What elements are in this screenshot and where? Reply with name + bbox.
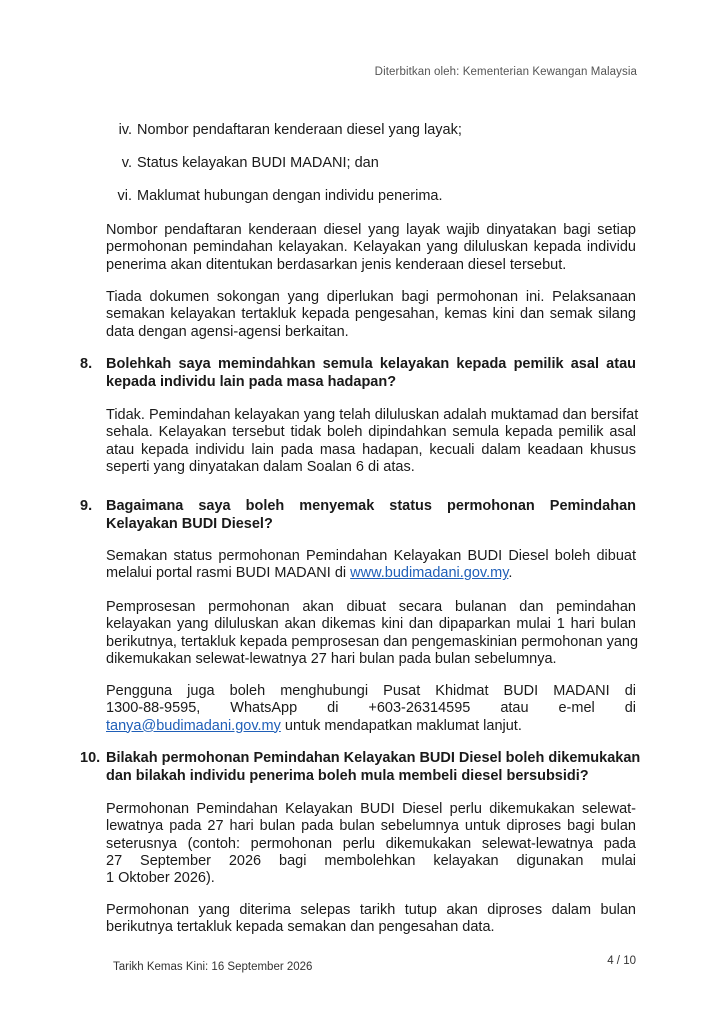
question-number: 10.: [80, 750, 101, 766]
question-8: 8. Bolehkah saya memindahkan semula kelayakan kepada pemilik asal atau kepada individu lain pada masa hadapan?: [80, 356, 636, 390]
support-email-link[interactable]: tanya@budimadani.gov.my: [106, 717, 281, 734]
budimadani-portal-link[interactable]: www.budimadani.gov.my: [350, 565, 509, 582]
question-10: 10. Bilakah permohonan Pemindahan Kelayakan BUDI Diesel boleh dikemukakan dan bilakah individu penerima boleh mula membeli diesel bersubsidi?: [80, 750, 641, 784]
list-item: vi. Maklumat hubungan dengan individu penerima.: [117, 188, 443, 204]
answer-9-contact: Pengguna juga boleh menghubungi Pusat Khidmat BUDI MADANI di 1300-88-9595, WhatsApp di +603-26314595 atau e-mel di tanya@budimadani.gov.my untuk mendapatkan maklumat lanjut.: [106, 683, 636, 734]
question-9: 9. Bagaimana saya boleh menyemak status permohonan Pemindahan Kelayakan BUDI Diesel?: [80, 498, 636, 532]
list-item: v. Status kelayakan BUDI MADANI; dan: [121, 155, 379, 171]
answer-9-processing: Pemprosesan permohonan akan dibuat secara bulanan dan pemindahan kelayakan yang diluluskan akan dikemas kini dan dipaparkan mulai 1 hari bulan berikutnya, tertakluk kepada pemprosesan dan pengemaskinian permohonan yang dikemukakan selewat-lewatnya 27 hari bulan pada bulan sebelumnya.: [106, 599, 639, 667]
paragraph-vehicle-registration: Nombor pendaftaran kenderaan diesel yang layak wajib dinyatakan bagi setiap permohonan pemindahan kelayakan. Kelayakan yang diluluskan kepada individu penerima akan ditentukan berdasarkan jenis kenderaan diesel tersebut.: [106, 222, 636, 273]
page-number: 4 / 10: [607, 955, 636, 967]
answer-8: Tidak. Pemindahan kelayakan yang telah diluluskan adalah muktamad dan bersifat sehala. Kelayakan tersebut tidak boleh dipindahkan semula kepada pemilik asal atau kepada individu lain pada masa hadapan, kecuali dalam keadaan khusus seperti yang dinyatakan dalam Soalan 6 di atas.: [106, 407, 639, 475]
answer-9-portal: Semakan status permohonan Pemindahan Kelayakan BUDI Diesel boleh dibuat melalui portal rasmi BUDI MADANI di www.budimadani.gov.my.: [106, 548, 636, 582]
publisher-header: Diterbitkan oleh: Kementerian Kewangan Malaysia: [374, 66, 637, 78]
list-item: iv. Nombor pendaftaran kenderaan diesel yang layak;: [118, 122, 462, 138]
question-number: 8.: [80, 356, 93, 372]
question-number: 9.: [80, 498, 93, 514]
answer-10-late-submission: Permohonan yang diterima selepas tarikh tutup akan diproses dalam bulan berikutnya tertakluk kepada semakan dan pengesahan data.: [106, 902, 636, 936]
last-updated-date: Tarikh Kemas Kini: 16 September 2026: [113, 961, 313, 973]
paragraph-supporting-documents: Tiada dokumen sokongan yang diperlukan bagi permohonan ini. Pelaksanaan semakan kelayakan tertakluk kepada pengesahan, kemas kini dan semak silang data dengan agensi-agensi berkaitan.: [106, 289, 636, 340]
answer-10-deadline: Permohonan Pemindahan Kelayakan BUDI Diesel perlu dikemukakan selewat- lewatnya pada 27 hari bulan pada bulan sebelumnya untuk diproses bagi bulan seterusnya (contoh: permohonan perlu dikemukakan selewat-lewatnya pada 27 September 2026 bagi membolehkan kelayakan digunakan mulai 1 Oktober 2026).: [106, 801, 636, 887]
